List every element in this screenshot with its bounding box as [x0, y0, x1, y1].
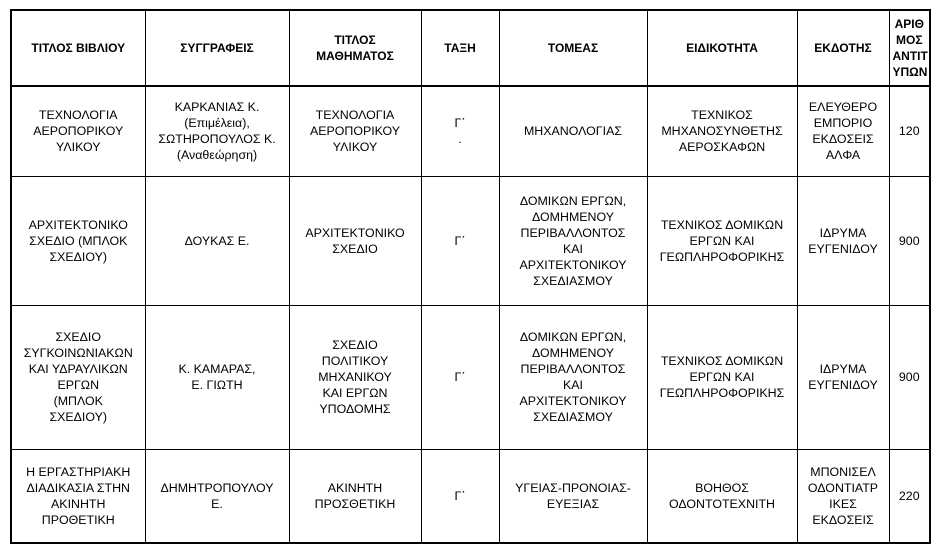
header-sector: ΤΟΜΕΑΣ [499, 10, 647, 86]
cell-authors: Κ. ΚΑΜΑΡΑΣ, Ε. ΓΙΩΤΗ [145, 305, 289, 449]
cell-book-title: ΑΡΧΙΤΕΚΤΟΝΙΚΟ ΣΧΕΔΙΟ (ΜΠΛΟΚ ΣΧΕΔΙΟΥ) [11, 176, 145, 305]
cell-authors: ΚΑΡΚΑΝΙΑΣ Κ. (Επιμέλεια), ΣΩΤΗΡΟΠΟΥΛΟΣ Κ. (Αναθεώρηση) [145, 86, 289, 176]
cell-course-title: ΑΡΧΙΤΕΚΤΟΝΙΚΟ ΣΧΕΔΙΟ [289, 176, 421, 305]
header-book-title: ΤΙΤΛΟΣ ΒΙΒΛΙΟΥ [11, 10, 145, 86]
header-publisher: ΕΚΔΟΤΗΣ [797, 10, 889, 86]
cell-copies: 900 [889, 176, 930, 305]
header-specialty: ΕΙΔΙΚΟΤΗΤΑ [647, 10, 797, 86]
cell-specialty: ΤΕΧΝΙΚΟΣ ΜΗΧΑΝΟΣΥΝΘΕΤΗΣ ΑΕΡΟΣΚΑΦΩΝ [647, 86, 797, 176]
cell-specialty: ΤΕΧΝΙΚΟΣ ΔΟΜΙΚΩΝ ΕΡΓΩΝ ΚΑΙ ΓΕΩΠΛΗΡΟΦΟΡΙΚΗΣ [647, 176, 797, 305]
table-row [11, 305, 930, 449]
cell-sector: ΔΟΜΙΚΩΝ ΕΡΓΩΝ, ΔΟΜΗΜΕΝΟΥ ΠΕΡΙΒΑΛΛΟΝΤΟΣ ΚΑΙ ΑΡΧΙΤΕΚΤΟΝΙΚΟΥ ΣΧΕΔΙΑΣΜΟΥ [499, 305, 647, 449]
books-table [10, 9, 931, 544]
cell-course-title: ΑΚΙΝΗΤΗ ΠΡΟΣΘΕΤΙΚΗ [289, 449, 421, 543]
cell-grade: Γ΄ [421, 305, 499, 449]
cell-sector: ΔΟΜΙΚΩΝ ΕΡΓΩΝ, ΔΟΜΗΜΕΝΟΥ ΠΕΡΙΒΑΛΛΟΝΤΟΣ ΚΑΙ ΑΡΧΙΤΕΚΤΟΝΙΚΟΥ ΣΧΕΔΙΑΣΜΟΥ [499, 176, 647, 305]
table-row [11, 86, 930, 176]
cell-publisher: ΜΠΟΝΙΣΕΛ ΟΔΟΝΤΙΑΤΡ ΙΚΕΣ ΕΚΔΟΣΕΙΣ [797, 449, 889, 543]
cell-sector: ΥΓΕΙΑΣ-ΠΡΟΝΟΙΑΣ- ΕΥΕΞΙΑΣ [499, 449, 647, 543]
cell-grade: Γ΄ . [421, 86, 499, 176]
header-authors: ΣΥΓΓΡΑΦΕΙΣ [145, 10, 289, 86]
cell-grade: Γ΄ [421, 176, 499, 305]
cell-grade: Γ΄ [421, 449, 499, 543]
header-course-title: ΤΙΤΛΟΣ ΜΑΘΗΜΑΤΟΣ [289, 10, 421, 86]
cell-specialty: ΤΕΧΝΙΚΟΣ ΔΟΜΙΚΩΝ ΕΡΓΩΝ ΚΑΙ ΓΕΩΠΛΗΡΟΦΟΡΙΚΗΣ [647, 305, 797, 449]
cell-book-title: ΤΕΧΝΟΛΟΓΙΑ ΑΕΡΟΠΟΡΙΚΟΥ ΥΛΙΚΟΥ [11, 86, 145, 176]
cell-specialty: ΒΟΗΘΟΣ ΟΔΟΝΤΟΤΕΧΝΙΤΗ [647, 449, 797, 543]
header-copies: ΑΡΙΘ ΜΟΣ ΑΝΤΙΤ ΥΠΩΝ [889, 10, 930, 86]
cell-course-title: ΣΧΕΔΙΟ ΠΟΛΙΤΙΚΟΥ ΜΗΧΑΝΙΚΟΥ ΚΑΙ ΕΡΓΩΝ ΥΠΟΔΟΜΗΣ [289, 305, 421, 449]
cell-book-title: Η ΕΡΓΑΣΤΗΡΙΑΚΗ ΔΙΑΔΙΚΑΣΙΑ ΣΤΗΝ ΑΚΙΝΗΤΗ ΠΡΟΘΕΤΙΚΗ [11, 449, 145, 543]
table-row [11, 449, 930, 543]
cell-copies: 120 [889, 86, 930, 176]
cell-sector: ΜΗΧΑΝΟΛΟΓΙΑΣ [499, 86, 647, 176]
header-row [11, 10, 930, 86]
header-grade: ΤΑΞΗ [421, 10, 499, 86]
cell-authors: ΔΗΜΗΤΡΟΠΟΥΛΟΥ Ε. [145, 449, 289, 543]
cell-book-title: ΣΧΕΔΙΟ ΣΥΓΚΟΙΝΩΝΙΑΚΩΝ ΚΑΙ ΥΔΡΑΥΛΙΚΩΝ ΕΡΓΩΝ (ΜΠΛΟΚ ΣΧΕΔΙΟΥ) [11, 305, 145, 449]
cell-copies: 220 [889, 449, 930, 543]
cell-publisher: ΙΔΡΥΜΑ ΕΥΓΕΝΙΔΟΥ [797, 176, 889, 305]
cell-course-title: ΤΕΧΝΟΛΟΓΙΑ ΑΕΡΟΠΟΡΙΚΟΥ ΥΛΙΚΟΥ [289, 86, 421, 176]
cell-copies: 900 [889, 305, 930, 449]
cell-authors: ΔΟΥΚΑΣ Ε. [145, 176, 289, 305]
cell-publisher: ΙΔΡΥΜΑ ΕΥΓΕΝΙΔΟΥ [797, 305, 889, 449]
table-row [11, 176, 930, 305]
cell-publisher: ΕΛΕΥΘΕΡΟ ΕΜΠΟΡΙΟ ΕΚΔΟΣΕΙΣ ΑΛΦΑ [797, 86, 889, 176]
